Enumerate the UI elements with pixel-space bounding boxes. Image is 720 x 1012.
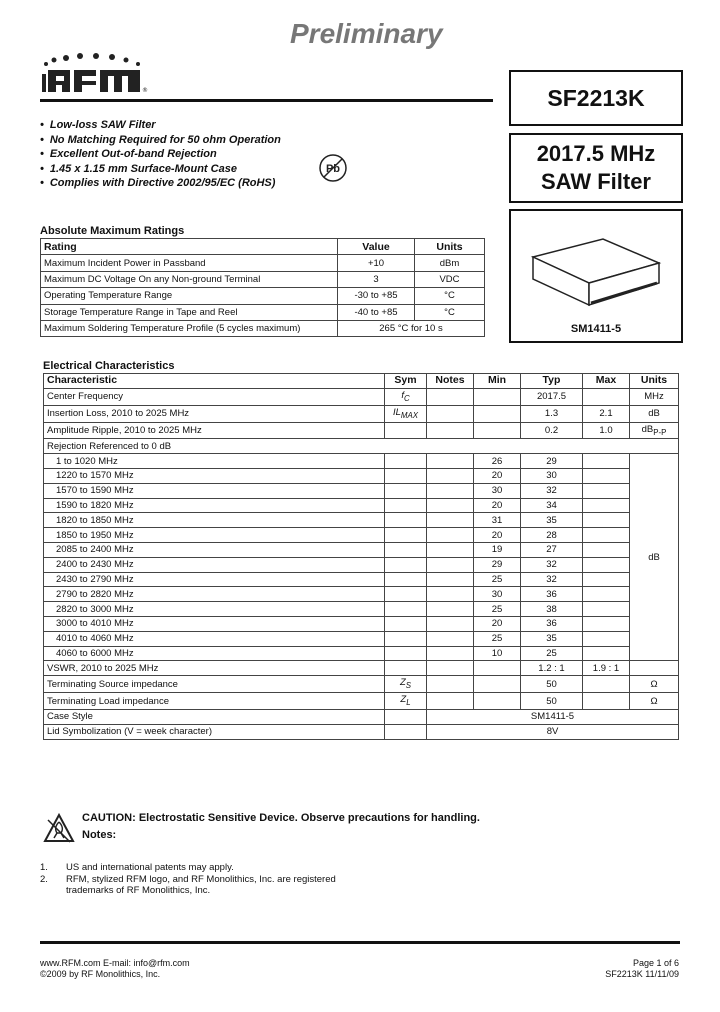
cell xyxy=(474,405,521,422)
cell xyxy=(427,646,474,661)
cell: 1.3 xyxy=(521,405,583,422)
part-number-box xyxy=(509,70,683,126)
note-text: RFM, stylized RFM logo, and RF Monolithics, Inc. are registered xyxy=(66,873,336,885)
table-row xyxy=(41,271,485,287)
footer-doc: SF2213K 11/11/09 xyxy=(605,969,679,979)
cell: Lid Symbolization (V = week character) xyxy=(44,724,385,739)
units-sub: P-P xyxy=(653,427,667,437)
sym-sub: S xyxy=(405,681,412,691)
table-row xyxy=(44,388,679,405)
table-row xyxy=(41,255,485,271)
cell: 26 xyxy=(474,454,521,469)
cell xyxy=(583,646,630,661)
table-row xyxy=(44,602,679,617)
cell: Terminating Source impedance xyxy=(44,676,385,693)
cell xyxy=(583,631,630,646)
cell: 29 xyxy=(521,454,583,469)
cell: 1220 to 1570 MHz xyxy=(44,469,385,484)
cell: 25 xyxy=(474,602,521,617)
cell: 35 xyxy=(521,631,583,646)
footer-left xyxy=(40,958,190,980)
cell xyxy=(583,528,630,543)
cell: 38 xyxy=(521,602,583,617)
feature-item: • Low-loss SAW Filter xyxy=(40,118,281,133)
cell xyxy=(385,469,427,484)
cell xyxy=(583,513,630,528)
cell: Ω xyxy=(630,676,679,693)
cell: Terminating Load impedance xyxy=(44,693,385,710)
cell xyxy=(427,572,474,587)
cell: -30 to +85 xyxy=(338,288,415,304)
cell xyxy=(385,661,427,676)
table-row xyxy=(44,617,679,632)
cell: 265 °C for 10 s xyxy=(338,320,485,336)
cell: 0.2 xyxy=(521,422,583,439)
cell: Maximum DC Voltage On any Non-ground Terminal xyxy=(41,271,338,287)
cell xyxy=(427,388,474,405)
cell: 3 xyxy=(338,271,415,287)
note-item xyxy=(40,862,336,874)
cell: 30 xyxy=(474,587,521,602)
cell xyxy=(385,572,427,587)
cell xyxy=(583,676,630,693)
cell xyxy=(630,422,679,439)
cell: 36 xyxy=(521,587,583,602)
table-row xyxy=(41,320,485,336)
cell: 1570 to 1590 MHz xyxy=(44,483,385,498)
cell: 1850 to 1950 MHz xyxy=(44,528,385,543)
table-row xyxy=(44,587,679,602)
cell: 25 xyxy=(521,646,583,661)
preliminary-title: Preliminary xyxy=(290,18,443,49)
cell xyxy=(583,617,630,632)
cell xyxy=(385,710,427,725)
cell xyxy=(385,724,427,739)
electrical-body xyxy=(44,388,679,661)
cell xyxy=(427,483,474,498)
table-row xyxy=(44,439,679,454)
cell: Operating Temperature Range xyxy=(41,288,338,304)
cell: +10 xyxy=(338,255,415,271)
cell: dBm xyxy=(415,255,485,271)
cell xyxy=(427,602,474,617)
cell xyxy=(385,388,427,405)
cell: VDC xyxy=(415,271,485,287)
cell: °C xyxy=(415,304,485,320)
footer-web: www.RFM.com E-mail: info@rfm.com xyxy=(40,958,190,968)
cell: 4010 to 4060 MHz xyxy=(44,631,385,646)
sym-sub: MAX xyxy=(400,410,419,420)
units-text: dB xyxy=(641,423,654,435)
col-header: Units xyxy=(630,374,679,389)
col-header: Min xyxy=(474,374,521,389)
cell: 25 xyxy=(474,572,521,587)
cell: Storage Temperature Range in Tape and Reel xyxy=(41,304,338,320)
cell xyxy=(427,587,474,602)
cell: Rejection Referenced to 0 dB xyxy=(44,439,679,454)
cell: 50 xyxy=(521,693,583,710)
cell: 3000 to 4010 MHz xyxy=(44,617,385,632)
cell: °C xyxy=(415,288,485,304)
cell xyxy=(385,646,427,661)
cell: MHz xyxy=(630,388,679,405)
cell: 25 xyxy=(474,631,521,646)
sym-text: f xyxy=(401,389,404,401)
package-box xyxy=(509,209,683,343)
cell: 19 xyxy=(474,543,521,558)
cell xyxy=(385,422,427,439)
cell: 28 xyxy=(521,528,583,543)
table-row xyxy=(41,304,485,320)
abs-max-title: Absolute Maximum Ratings xyxy=(40,225,185,237)
table-row xyxy=(44,469,679,484)
cell xyxy=(474,388,521,405)
pb-badge: Pb xyxy=(325,163,341,175)
cell: 20 xyxy=(474,617,521,632)
cell: 1 to 1020 MHz xyxy=(44,454,385,469)
cell: 2400 to 2430 MHz xyxy=(44,557,385,572)
footer-right xyxy=(560,958,679,980)
cell: 4060 to 6000 MHz xyxy=(44,646,385,661)
cell xyxy=(385,498,427,513)
cell xyxy=(583,543,630,558)
cell xyxy=(583,587,630,602)
table-row xyxy=(44,422,679,439)
cell: -40 to +85 xyxy=(338,304,415,320)
table-header-row xyxy=(41,239,485,255)
cell: dB xyxy=(630,454,679,661)
note-num: 1. xyxy=(40,862,48,873)
footer-copyright: ©2009 by RF Monolithics, Inc. xyxy=(40,969,161,979)
cell: 36 xyxy=(521,617,583,632)
cell xyxy=(427,422,474,439)
table-row xyxy=(44,646,679,661)
cell: 1820 to 1850 MHz xyxy=(44,513,385,528)
feature-item: • No Matching Required for 50 ohm Operation xyxy=(40,133,281,148)
cell: 1.2 : 1 xyxy=(521,661,583,676)
cell xyxy=(385,528,427,543)
cell xyxy=(427,557,474,572)
table-row xyxy=(41,288,485,304)
table-row xyxy=(44,631,679,646)
cell xyxy=(630,661,679,676)
cell: 10 xyxy=(474,646,521,661)
table-row xyxy=(44,513,679,528)
cell xyxy=(427,617,474,632)
cell xyxy=(385,543,427,558)
cell xyxy=(427,469,474,484)
sym-sub: C xyxy=(403,393,410,403)
cell: 2430 to 2790 MHz xyxy=(44,572,385,587)
cell xyxy=(474,676,521,693)
table-header-row xyxy=(44,374,679,389)
cell: Center Frequency xyxy=(44,388,385,405)
cell xyxy=(427,676,474,693)
note-item xyxy=(40,874,336,886)
esd-warning-icon xyxy=(42,812,76,846)
cell xyxy=(474,693,521,710)
cell xyxy=(385,602,427,617)
feature-list xyxy=(40,118,281,191)
table-row xyxy=(44,676,679,693)
cell xyxy=(385,693,427,710)
cell: 20 xyxy=(474,528,521,543)
feature-item: • Excellent Out-of-band Rejection xyxy=(40,147,281,162)
product-type: SAW Filter xyxy=(540,169,651,194)
table-row xyxy=(44,710,679,725)
cell xyxy=(583,602,630,617)
cell: 2790 to 2820 MHz xyxy=(44,587,385,602)
sym-text: Z xyxy=(399,677,406,689)
table-row xyxy=(44,405,679,422)
sym-text: IL xyxy=(392,406,401,418)
col-header: Max xyxy=(583,374,630,389)
notes-list xyxy=(40,862,336,897)
cell xyxy=(385,454,427,469)
cell: 1.9 : 1 xyxy=(583,661,630,676)
cell: 31 xyxy=(474,513,521,528)
col-header: Rating xyxy=(41,239,338,255)
cell: 8V xyxy=(427,724,679,739)
notes-title: Notes: xyxy=(82,829,117,841)
frequency-box xyxy=(509,133,683,203)
caution-text: CAUTION: Electrostatic Sensitive Device. Observe precautions for handling. xyxy=(82,812,480,824)
cell: 50 xyxy=(521,676,583,693)
cell: 2820 to 3000 MHz xyxy=(44,602,385,617)
cell xyxy=(427,543,474,558)
cell: 20 xyxy=(474,498,521,513)
cell: 27 xyxy=(521,543,583,558)
table-row xyxy=(44,661,679,676)
cell: SM1411-5 xyxy=(427,710,679,725)
cell: 2085 to 2400 MHz xyxy=(44,543,385,558)
cell: Maximum Incident Power in Passband xyxy=(41,255,338,271)
cell xyxy=(427,661,474,676)
col-header: Units xyxy=(415,239,485,255)
cell xyxy=(583,693,630,710)
table-row xyxy=(44,498,679,513)
cell xyxy=(385,617,427,632)
note-num: 2. xyxy=(40,873,48,885)
cell: 20 xyxy=(474,469,521,484)
col-header: Characteristic xyxy=(44,374,385,389)
table-row xyxy=(44,454,679,469)
cell xyxy=(583,454,630,469)
cell xyxy=(385,483,427,498)
cell: 32 xyxy=(521,483,583,498)
cell xyxy=(583,388,630,405)
cell: Ω xyxy=(630,693,679,710)
cell: 1.0 xyxy=(583,422,630,439)
note-text: trademarks of RF Monolithics, Inc. xyxy=(66,885,211,896)
cell xyxy=(385,513,427,528)
cell: 2.1 xyxy=(583,405,630,422)
cell: 30 xyxy=(474,483,521,498)
feature-item: • 1.45 x 1.15 mm Surface-Mount Case xyxy=(40,162,281,177)
col-header: Value xyxy=(338,239,415,255)
feature-item: • Complies with Directive 2002/95/EC (RoHS) xyxy=(40,176,281,191)
header-rule xyxy=(40,99,493,102)
cell: VSWR, 2010 to 2025 MHz xyxy=(44,661,385,676)
part-number: SF2213K xyxy=(547,84,645,111)
cell: 34 xyxy=(521,498,583,513)
cell xyxy=(583,483,630,498)
cell: Amplitude Ripple, 2010 to 2025 MHz xyxy=(44,422,385,439)
col-header: Notes xyxy=(427,374,474,389)
cell: Maximum Soldering Temperature Profile (5 cycles maximum) xyxy=(41,320,338,336)
col-header: Sym xyxy=(385,374,427,389)
cell xyxy=(385,587,427,602)
cell xyxy=(427,454,474,469)
cell: 1590 to 1820 MHz xyxy=(44,498,385,513)
cell: 29 xyxy=(474,557,521,572)
cell xyxy=(427,693,474,710)
table-row xyxy=(44,557,679,572)
svg-text:®: ® xyxy=(142,87,148,94)
cell xyxy=(385,405,427,422)
cell xyxy=(474,661,521,676)
cell: Insertion Loss, 2010 to 2025 MHz xyxy=(44,405,385,422)
rfm-logo xyxy=(40,52,150,98)
electrical-tail xyxy=(44,661,679,739)
package-drawing xyxy=(511,217,681,327)
col-header: Typ xyxy=(521,374,583,389)
table-row xyxy=(44,528,679,543)
package-label: SM1411-5 xyxy=(570,323,622,335)
table-row xyxy=(44,483,679,498)
cell xyxy=(427,631,474,646)
electrical-title: Electrical Characteristics xyxy=(43,360,175,372)
cell xyxy=(583,469,630,484)
cell xyxy=(385,557,427,572)
cell xyxy=(583,498,630,513)
table-row xyxy=(44,724,679,739)
table-row xyxy=(44,543,679,558)
footer-page: Page 1 of 6 xyxy=(632,958,679,968)
cell: 30 xyxy=(521,469,583,484)
cell: 32 xyxy=(521,557,583,572)
table-row xyxy=(44,572,679,587)
cell xyxy=(385,631,427,646)
cell xyxy=(427,498,474,513)
table-row xyxy=(44,693,679,710)
cell: dB xyxy=(630,405,679,422)
sym-sub: L xyxy=(406,698,411,707)
frequency: 2017.5 MHz xyxy=(536,141,656,166)
abs-max-table xyxy=(40,238,485,337)
cell xyxy=(427,513,474,528)
cell: 35 xyxy=(521,513,583,528)
cell xyxy=(474,422,521,439)
cell xyxy=(427,528,474,543)
electrical-table xyxy=(43,373,679,740)
cell xyxy=(427,405,474,422)
cell: 2017.5 xyxy=(521,388,583,405)
cell xyxy=(385,676,427,693)
cell: 32 xyxy=(521,572,583,587)
cell xyxy=(583,557,630,572)
note-text: US and international patents may apply. xyxy=(66,862,234,873)
footer-rule xyxy=(40,941,680,944)
cell xyxy=(583,572,630,587)
pb-free-icon xyxy=(318,153,348,183)
cell: Case Style xyxy=(44,710,385,725)
sym-text: Z xyxy=(400,694,407,706)
